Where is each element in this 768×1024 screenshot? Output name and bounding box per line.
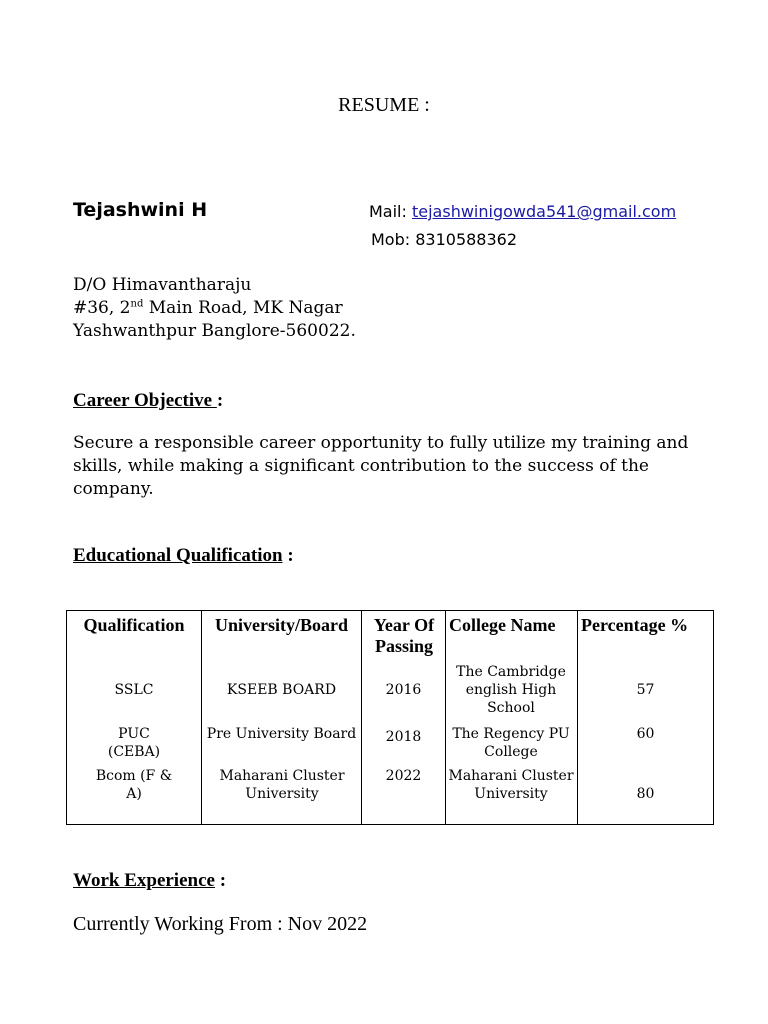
email-link[interactable]: tejashwinigowda541@gmail.com — [411, 202, 677, 221]
work-experience-colon: : — [214, 870, 227, 891]
cell-percentage: 57 — [636, 682, 655, 698]
address-line-3: Yashwanthpur Banglore-560022. — [73, 321, 356, 341]
work-experience-title: Work Experience — [73, 870, 215, 891]
cell-university: KSEEB BOARD — [226, 682, 337, 698]
cell-university: Pre University Board — [206, 726, 357, 742]
mail-line — [369, 202, 676, 221]
cell-university: Maharani Cluster University — [219, 768, 345, 802]
career-objective-heading — [73, 390, 223, 412]
cell-qualification: PUC (CEBA) — [107, 726, 161, 760]
career-objective-colon: : — [216, 390, 224, 411]
address-line-2-start: #36, 2 — [73, 298, 131, 318]
resume-title: RESUME : — [338, 94, 430, 116]
education-heading — [73, 545, 294, 567]
address-line-1: D/O Himavantharaju — [73, 275, 252, 295]
cell-percentage: 60 — [636, 726, 655, 742]
cell-qualification: SSLC — [114, 682, 154, 698]
cell-year: 2016 — [385, 682, 422, 698]
cell-college: The Cambridge english High School — [456, 664, 566, 716]
work-experience-text: Currently Working From : Nov 2022 — [73, 913, 368, 935]
candidate-name: Tejashwini H — [73, 199, 208, 221]
column-divider — [361, 611, 362, 824]
cell-qualification: Bcom (F & A) — [95, 768, 173, 802]
address-line-2 — [73, 298, 343, 318]
column-divider — [201, 611, 202, 824]
mail-label: Mail: — [369, 202, 412, 221]
career-objective-text: Secure a responsible career opportunity to fully utilize my training and skills, while making a significant contribution to the success of the company. — [73, 433, 689, 499]
cell-percentage: 80 — [636, 786, 655, 802]
career-objective-title: Career Objective — [73, 390, 217, 411]
work-experience-heading — [73, 870, 226, 892]
education-table — [66, 610, 714, 825]
header-college-name: College Name — [449, 615, 556, 635]
header-university-board: University/Board — [215, 615, 348, 635]
education-colon: : — [282, 545, 294, 566]
cell-college: The Regency PU College — [452, 726, 570, 760]
column-divider — [445, 611, 446, 824]
mobile-number: Mob: 8310588362 — [371, 230, 518, 249]
cell-college: Maharani Cluster University — [448, 768, 574, 802]
cell-year: 2018 — [385, 729, 422, 745]
cell-year: 2022 — [385, 768, 422, 784]
education-title: Educational Qualification — [73, 545, 283, 566]
address-line-2-sup: nd — [130, 298, 144, 310]
header-year-of-passing: Year Of Passing — [373, 615, 435, 656]
header-qualification: Qualification — [83, 615, 185, 635]
header-percentage: Percentage % — [581, 615, 689, 635]
address-line-2-end: Main Road, MK Nagar — [143, 298, 343, 318]
